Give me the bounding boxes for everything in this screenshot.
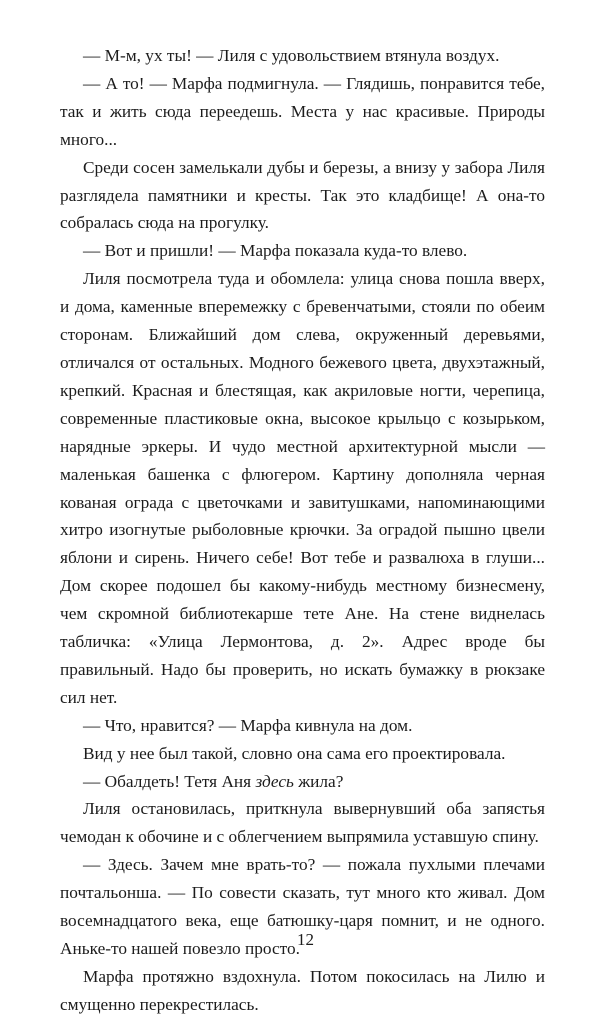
paragraph-10: — Здесь. Зачем мне врать-то? — пожала пухлыми плечами почтальонша. — По совести сказать, тут много кто живал. Дом восемнадцатого века, еще батюшку-царя помнит, и не одного. Аньке-то нашей повезло просто. [60, 855, 545, 958]
paragraph-7: Вид у нее был такой, словно она сама его проектировала. [83, 743, 506, 763]
paragraph-5: Лиля посмотрела туда и обомлела: улица снова пошла вверх, и дома, каменные вперемежку с бревенчатыми, стояли по обеим сторонам. Ближайший дом слева, окруженный деревьями, отличался от остальных. Модного бежевого цвета, двухэтажный, крепкий. Красная и блестящая, как акриловые ногти, черепица, современные пластиковые окна, высокое крыльцо с козырьком, нарядные эркеры. И чудо местной архитектурной мысли — маленькая башенка с флюгером. Картину дополняла черная кованая ограда с цветочками и завитушками, напоминающими хитро изогнутые рыболовные крючки. За оградой пышно цвели яблони и сирень. Ничего себе! Вот тебе и развалюха в глуши... Дом скорее подошел бы какому-нибудь местному бизнесмену, чем скромной библиотекарше тете Ане. На стене виднелась табличка: «Улица Лермонтова, д. 2». Адрес вроде бы правильный. Надо бы проверить, но искать бумажку в рюкзаке сил нет. [60, 269, 545, 707]
paragraph-8 [60, 768, 545, 796]
paragraph-9: Лиля остановилась, приткнула вывернувший оба запястья чемодан к обочине и с облегчением выпрямила уставшую спину. [60, 799, 545, 847]
paragraph-8-text-end: жила? [293, 771, 344, 791]
paragraph-8-text: — Обалдеть! Тетя Аня [83, 771, 256, 791]
paragraph-11: Марфа протяжно вздохнула. Потом покосилась на Лилю и смущенно перекрестилась. [60, 966, 545, 1014]
paragraph-4: — Вот и пришли! — Марфа показала куда-то влево. [83, 241, 468, 261]
paragraph-2: — А то! — Марфа подмигнула. — Глядишь, понравится тебе, так и жить сюда переедешь. Места у нас красивые. Природы много... [60, 73, 545, 149]
paragraph-1: — М-м, ух ты! — Лиля с удовольствием втянула воздух. [83, 46, 500, 65]
book-page-text [60, 42, 545, 1019]
paragraph-3: Среди сосен замелькали дубы и березы, а внизу у забора Лиля разглядела памятники и кресты. Так это кладбище! А она-то собралась сюда на прогулку. [60, 157, 545, 233]
paragraph-8-emphasis: здесь [255, 771, 294, 791]
page-number: 12 [297, 930, 314, 949]
paragraph-6: — Что, нравится? — Марфа кивнула на дом. [83, 715, 413, 735]
